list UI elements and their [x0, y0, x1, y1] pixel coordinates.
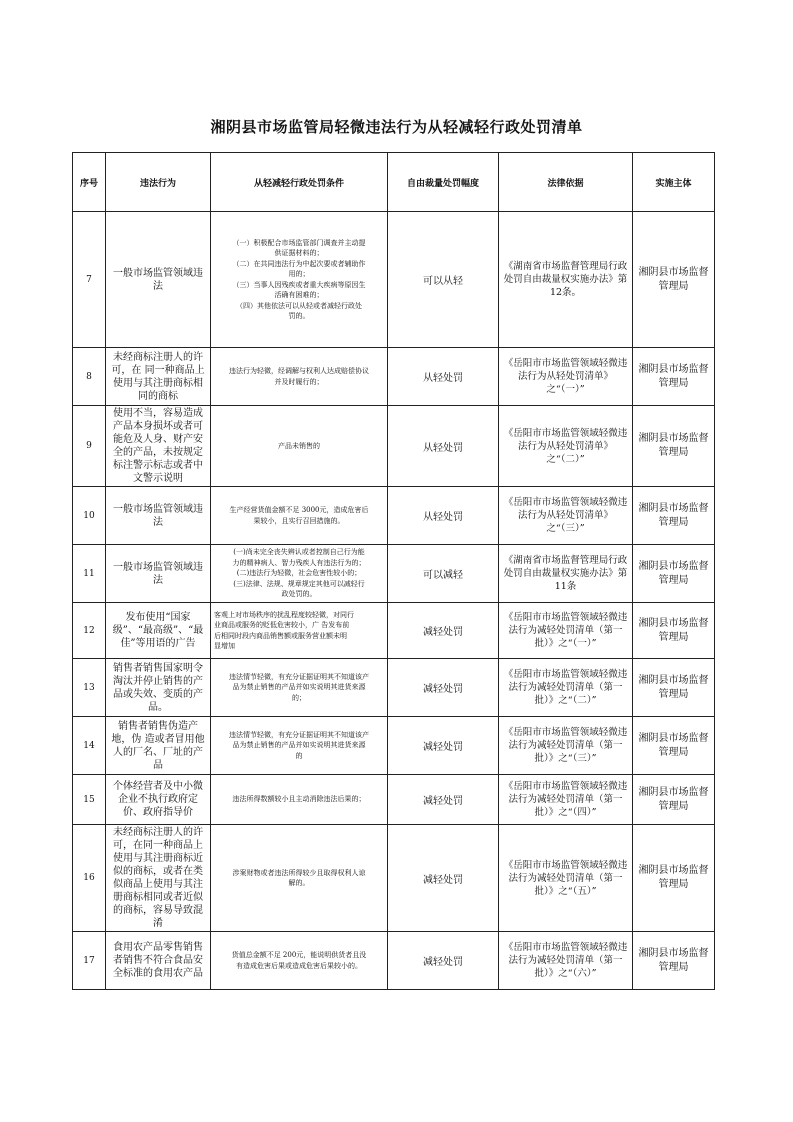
conditions-cell [211, 659, 388, 717]
condition-line: 显增加 [214, 642, 235, 650]
condition-line: (一)尚未完全丧失辨认或者控制自己行为能 [233, 548, 365, 557]
condition-line: 产品未销售的 [278, 441, 320, 450]
conditions-cell [211, 825, 388, 932]
row-number: 10 [73, 487, 106, 545]
condition-line: （四）其他依法可以从轻或者减轻行政处 [236, 301, 362, 310]
condition-line: 的； [292, 693, 306, 702]
legal-basis-cell: 《岳阳市市场监管领域轻微违法行为从轻处罚清单》之“（二）” [499, 406, 633, 487]
implementing-body-cell: 湘阴县市场监督管理局 [633, 659, 715, 717]
condition-line: 的 [295, 751, 303, 760]
row-number: 17 [73, 932, 106, 990]
row-number: 12 [73, 603, 106, 659]
conditions-cell [211, 545, 388, 603]
conditions-cell [211, 603, 388, 659]
penalty-range-cell: 可以从轻 [388, 212, 499, 348]
implementing-body-cell: 湘阴县市场监督管理局 [633, 545, 715, 603]
conditions-cell [211, 406, 388, 487]
row-number: 11 [73, 545, 106, 603]
condition-line: 解的。 [288, 879, 310, 887]
row-number: 13 [73, 659, 106, 717]
implementing-body-cell: 湘阴县市场监督管理局 [633, 487, 715, 545]
condition-line: 品为禁止销售的产品并如实说明其进货来源 [232, 741, 366, 750]
table-row [73, 775, 715, 825]
violation-cell: 一般市场监管领域违法 [106, 487, 211, 545]
penalty-range-cell: 可以减轻 [388, 545, 499, 603]
table-row [73, 717, 715, 775]
violation-cell: 未经商标注册人的许可，在同一种商品上使用与其注册商标近似的商标，或者在类似商品上使用与其注册商标相同或者近似的商标，容易导致混淆 [106, 825, 211, 932]
penalty-range-cell: 从轻处罚 [388, 348, 499, 406]
violation-cell: 食用农产品零售销售者销售不符合食品安全标准的食用农产品 [106, 932, 211, 990]
conditions-cell [211, 348, 388, 406]
conditions-cell [211, 487, 388, 545]
penalty-range-cell: 减轻处罚 [388, 932, 499, 990]
condition-line: (二)违法行为轻微，社会危害性较小的； [236, 569, 362, 578]
violation-cell: 一般市场监管领域违法 [106, 545, 211, 603]
condition-line: 并及时履行的； [274, 377, 324, 386]
condition-line: 果较小，且实行召回措施的。 [253, 516, 345, 525]
conditions-cell [211, 717, 388, 775]
violation-cell: 销售者销售国家明令淘汰并停止销售的产品或失效、变质的产品。 [106, 659, 211, 717]
table-row [73, 932, 715, 990]
legal-basis-cell: 《岳阳市市场监管领域轻微违法行为减轻处罚清单（第一批）》之“（六）” [499, 932, 633, 990]
table-row [73, 825, 715, 932]
violation-cell: 未经商标注册人的许可，在 同一种商品上使用与其注册商标相同的商标 [106, 348, 211, 406]
table-row [73, 603, 715, 659]
implementing-body-cell: 湘阴县市场监督管理局 [633, 717, 715, 775]
penalty-range-cell: 减轻处罚 [388, 603, 499, 659]
condition-line: 货值总金额不足 200元，能说明供货者且没 [231, 951, 367, 959]
header-cell: 序号 [73, 153, 106, 212]
penalty-range-cell: 减轻处罚 [388, 825, 499, 932]
row-number: 16 [73, 825, 106, 932]
legal-basis-cell: 《岳阳市市场监管领域轻微违法行为从轻处罚清单》之“（三）” [499, 487, 633, 545]
condition-line: 业商品或服务的贬低危害较小，广 告发布前 [214, 621, 350, 629]
implementing-body-cell: 湘阴县市场监督管理局 [633, 348, 715, 406]
table-header-row [73, 153, 715, 212]
condition-line: 涉案财物或者违法所得较少且取得权利人谅 [232, 868, 366, 877]
implementing-body-cell: 湘阴县市场监督管理局 [633, 775, 715, 825]
legal-basis-cell: 《湖南省市场监督管理局行政处罚自由裁量权实施办法》第12条。 [499, 212, 633, 348]
condition-line: 违法行为轻微，经调解与权利人达成赔偿协议 [229, 367, 369, 375]
penalty-range-cell: 减轻处罚 [388, 659, 499, 717]
violation-cell: 销售者销售伪造产地，伪 造或者冒用他人的厂名、厂址的产品 [106, 717, 211, 775]
condition-line: 罚的。 [288, 312, 310, 320]
implementing-body-cell: 湘阴县市场监督管理局 [633, 603, 715, 659]
violation-cell: 发布使用“国家级”、“最高级”、“最佳”等用语的广告 [106, 603, 211, 659]
condition-line: 违法情节轻微，有充分证据证明其不知道该产 [229, 672, 369, 681]
row-number: 7 [73, 212, 106, 348]
row-number: 14 [73, 717, 106, 775]
condition-line: 力的精神病人、智力残疾人有违法行为的； [232, 558, 366, 567]
penalty-range-cell: 从轻处罚 [388, 487, 499, 545]
conditions-cell [211, 212, 388, 348]
condition-line: 政处罚的。 [281, 590, 317, 599]
header-cell: 违法行为 [106, 153, 211, 212]
header-cell: 实施主体 [633, 153, 715, 212]
legal-basis-cell: 《岳阳市市场监管领域轻微违法行为减轻处罚清单（第一批）》之“（二）” [499, 659, 633, 717]
condition-line: 生产经营货值金额不足 3000元，造成危害后 [229, 506, 369, 514]
row-number: 8 [73, 348, 106, 406]
condition-line: （二）在共同违法行为中起次要或者辅助作 [232, 259, 366, 268]
legal-basis-cell: 《岳阳市市场监管领域轻微违法行为减轻处罚清单（第一批）》之“（三）” [499, 717, 633, 775]
condition-line: 供证据材料的； [274, 249, 324, 257]
legal-basis-cell: 《湖南省市场监督管理局行政处罚自由裁量权实施办法》第11条 [499, 545, 633, 603]
table-row [73, 659, 715, 717]
legal-basis-cell: 《岳阳市市场监管领域轻微违法行为减轻处罚清单（第一批）》之“（四）” [499, 775, 633, 825]
violation-cell: 使用不当，容易造成产品本身损坏或者可能危及人身、财产安全的产品，未按规定标注警示标志或者中文警示说明 [106, 406, 211, 487]
implementing-body-cell: 湘阴县市场监督管理局 [633, 406, 715, 487]
condition-line: 用的； [288, 270, 310, 278]
condition-line: 后相同时段内商品销售额或服务营业额未明 [214, 631, 347, 640]
header-cell: 法律依据 [499, 153, 633, 212]
legal-basis-cell: 《岳阳市市场监管领域轻微违法行为从轻处罚清单》之“（一）” [499, 348, 633, 406]
header-cell: 从轻减轻行政处罚条件 [211, 153, 388, 212]
condition-line: 活确有困难的； [274, 291, 324, 299]
conditions-cell [211, 932, 388, 990]
table-row [73, 348, 715, 406]
condition-line: 违法情节轻微，有充分证据证明其不知道该产 [229, 730, 369, 739]
implementing-body-cell: 湘阴县市场监督管理局 [633, 932, 715, 990]
violation-cell: 个体经营者及中小微企业不执行政府定价、政府指导价 [106, 775, 211, 825]
penalty-range-cell: 减轻处罚 [388, 775, 499, 825]
penalty-table [72, 152, 715, 990]
row-number: 9 [73, 406, 106, 487]
condition-line: （一）积极配合市场监管部门调查并主动提 [232, 238, 366, 247]
legal-basis-cell: 《岳阳市市场监管领域轻微违法行为减轻处罚清单（第一批）》之“（五）” [499, 825, 633, 932]
penalty-range-cell: 减轻处罚 [388, 717, 499, 775]
table-row [73, 545, 715, 603]
condition-line: 违法所得数额较小且主动消除违法后果的； [232, 795, 366, 804]
header-cell: 自由裁量处罚幅度 [388, 153, 499, 212]
implementing-body-cell: 湘阴县市场监督管理局 [633, 212, 715, 348]
page-title: 湘阴县市场监管局轻微违法行为从轻减轻行政处罚清单 [210, 118, 583, 136]
condition-line: 客观上对市场秩序的扰乱程度较轻微，对同行 [214, 610, 354, 619]
table-row [73, 212, 715, 348]
row-number: 15 [73, 775, 106, 825]
penalty-range-cell: 从轻处罚 [388, 406, 499, 487]
condition-line: （三）当事人因残疾或者重大疾病等原因生 [232, 280, 366, 289]
violation-cell: 一般市场监管领域违法 [106, 212, 211, 348]
implementing-body-cell: 湘阴县市场监督管理局 [633, 825, 715, 932]
condition-line: 品为禁止销售的产品并如实说明其进货来源 [232, 683, 366, 692]
condition-line: (三)法律、法规、规章规定其他可以减轻行 [233, 579, 365, 588]
table-row [73, 487, 715, 545]
table-row [73, 406, 715, 487]
legal-basis-cell: 《岳阳市市场监管领域轻微违法行为减轻处罚清单（第一批）》之“（一）” [499, 603, 633, 659]
condition-line: 有造成危害后果或造成危害后果较小的。 [236, 961, 362, 970]
conditions-cell [211, 775, 388, 825]
